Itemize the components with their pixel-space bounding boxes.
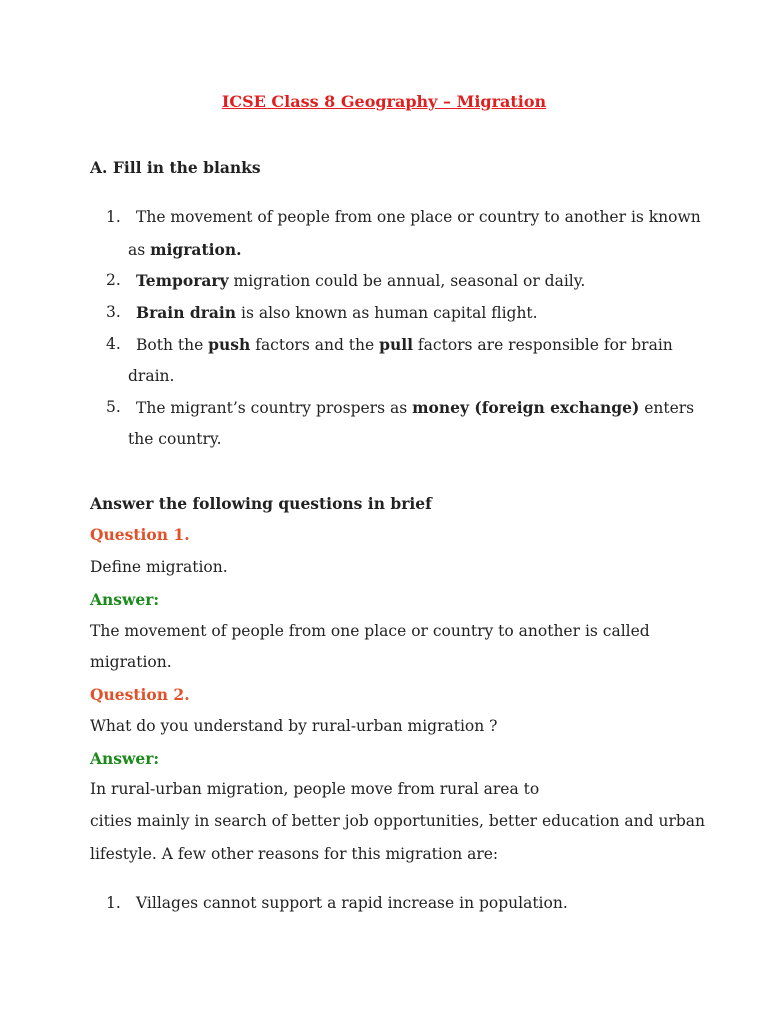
blank-answer: pull [379,335,413,354]
list-item-text: the country. [128,430,222,448]
blank-answer: migration. [150,240,242,259]
question-label: Question 1. [90,525,190,544]
blank-answer: Temporary [136,271,229,290]
blank-answer: Brain drain [136,303,237,322]
question-text: Define migration. [90,558,228,576]
list-item-text: The movement of people from one place or country to another is known [136,208,701,226]
list-item-text: Brain drain is also known as human capital flight. [136,303,538,322]
list-item-text: Villages cannot support a rapid increase in population. [136,894,568,912]
list-item-text: drain. [128,367,175,385]
answer-text: In rural-urban migration, people move from rural area to [90,780,540,798]
blank-answer: push [208,335,251,354]
page-title: ICSE Class 8 Geography – Migration [221,92,547,111]
answer-text: cities mainly in search of better job opportunities, better education and urban [90,812,706,830]
list-number: 1. [106,208,121,226]
list-item-text: Both the push factors and the pull factors are responsible for brain [136,335,673,354]
answer-label: Answer: [90,749,160,768]
answer-text: lifestyle. A few other reasons for this migration are: [90,845,499,863]
list-number: 5. [106,398,121,416]
answer-text: migration. [90,653,172,671]
list-number: 3. [106,303,121,321]
list-number: 4. [106,335,121,353]
answer-label: Answer: [90,590,160,609]
answer-text: The movement of people from one place or country to another is called [90,622,650,640]
list-item-text: The migrant’s country prospers as money (foreign exchange) enters [136,398,695,417]
list-item-text: as migration. [128,240,242,259]
section-b-heading: Answer the following questions in brief [90,494,432,513]
list-item-text: Temporary migration could be annual, seasonal or daily. [136,271,586,290]
list-number: 2. [106,271,121,289]
question-label: Question 2. [90,685,190,704]
list-number: 1. [106,894,121,912]
question-text: What do you understand by rural-urban migration ? [90,717,498,735]
section-a-heading: A. Fill in the blanks [90,158,261,177]
blank-answer: money (foreign exchange) [412,398,640,417]
